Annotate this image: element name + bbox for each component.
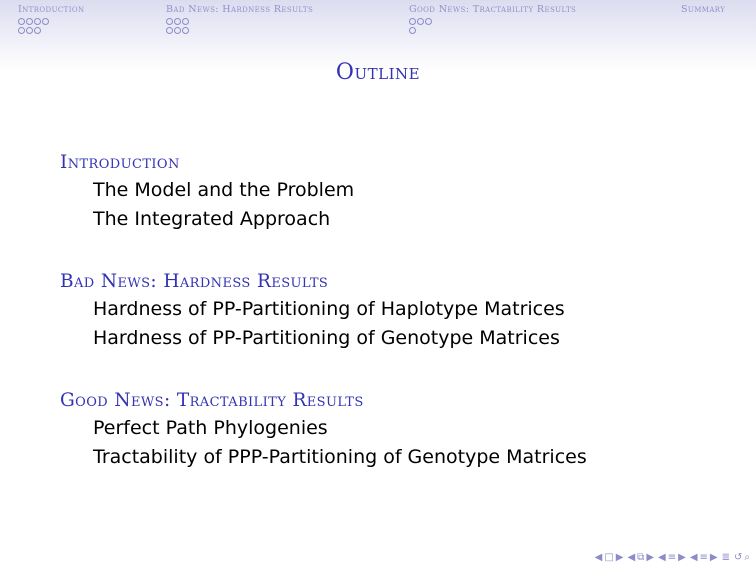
- toc-subsection[interactable]: Hardness of PP-Partitioning of Haplotype Matrices: [93, 298, 565, 320]
- frame-forward-icon[interactable]: ▶: [615, 552, 624, 563]
- nav-dot[interactable]: [182, 27, 189, 34]
- nav-dot[interactable]: [425, 18, 432, 25]
- nav-dot[interactable]: [417, 18, 424, 25]
- subsection-back-icon[interactable]: ◀: [689, 552, 698, 563]
- toc-subsection[interactable]: Tractability of PPP-Partitioning of Genotype Matrices: [93, 445, 587, 468]
- nav-section-label: Introduction: [18, 4, 85, 15]
- nav-dot[interactable]: [174, 18, 181, 25]
- nav-dot[interactable]: [34, 27, 41, 34]
- slide-back-icon[interactable]: ◀: [627, 552, 636, 563]
- navigation-symbols: [595, 552, 750, 563]
- nav-section-label: Bad News: Hardness Results: [166, 4, 314, 15]
- nav-dot[interactable]: [409, 18, 416, 25]
- nav-dot[interactable]: [174, 27, 181, 34]
- nav-dot[interactable]: [166, 27, 173, 34]
- frame-nav-group: [595, 552, 624, 563]
- nav-dot[interactable]: [26, 27, 33, 34]
- align-icon[interactable]: ≣: [721, 552, 730, 563]
- toc-section-good-news[interactable]: Good News: Tractability Results: [60, 390, 364, 411]
- dot-row: [166, 18, 313, 27]
- toc-section-bad-news[interactable]: Bad News: Hardness Results: [60, 271, 329, 292]
- table-of-contents: [60, 150, 587, 507]
- toc-subsection[interactable]: Perfect Path Phylogenies: [93, 417, 328, 439]
- align-nav-group: [722, 552, 730, 563]
- search-icon[interactable]: ⌕: [744, 552, 750, 563]
- slide-icon[interactable]: ⧉: [637, 552, 645, 563]
- nav-dot[interactable]: [409, 27, 416, 34]
- section-back-icon[interactable]: ◀: [658, 552, 666, 563]
- toc-subsection[interactable]: The Model and the Problem: [93, 179, 355, 201]
- nav-dot[interactable]: [34, 18, 41, 25]
- nav-dots: [409, 18, 576, 36]
- nav-section-label: Summary: [681, 4, 726, 15]
- nav-dot[interactable]: [182, 18, 189, 25]
- nav-section-bad-news[interactable]: [166, 4, 313, 36]
- toc-section-block: [60, 269, 587, 352]
- search-nav-group: [734, 552, 750, 563]
- nav-dot[interactable]: [26, 18, 33, 25]
- nav-section-good-news[interactable]: [409, 4, 576, 36]
- section-icon[interactable]: ≡: [667, 552, 677, 563]
- dot-row: [409, 18, 576, 27]
- frame-back-icon[interactable]: ◀: [594, 552, 603, 563]
- nav-dots: [166, 18, 313, 36]
- nav-section-introduction[interactable]: [18, 4, 85, 36]
- toc-section-block: [60, 388, 587, 471]
- dot-row: [18, 18, 85, 27]
- toc-subsection[interactable]: Hardness of PP-Partitioning of Genotype Matrices: [93, 326, 560, 349]
- nav-dot[interactable]: [42, 18, 49, 25]
- search-icon[interactable]: ↺: [734, 552, 743, 563]
- frame-title: Outline: [335, 60, 421, 85]
- section-forward-icon[interactable]: ▶: [678, 552, 686, 563]
- nav-dot[interactable]: [18, 27, 25, 34]
- toc-subsection[interactable]: The Integrated Approach: [93, 207, 331, 230]
- toc-section-introduction[interactable]: Introduction: [60, 152, 180, 173]
- slide-nav-group: [627, 552, 654, 563]
- subsection-forward-icon[interactable]: ▶: [709, 552, 718, 563]
- dot-row: [166, 27, 313, 36]
- nav-dots: [18, 18, 85, 36]
- section-nav-group: [658, 552, 686, 563]
- frame-icon[interactable]: □: [604, 552, 614, 563]
- subsection-icon[interactable]: ≡: [699, 552, 708, 563]
- toc-section-block: [60, 150, 587, 233]
- dot-row: [18, 27, 85, 36]
- nav-dot[interactable]: [166, 18, 173, 25]
- nav-section-summary[interactable]: [681, 4, 725, 15]
- nav-dot[interactable]: [18, 18, 25, 25]
- nav-section-label: Good News: Tractability Results: [409, 4, 577, 15]
- slide-forward-icon[interactable]: ▶: [646, 552, 655, 563]
- dot-row: [409, 27, 576, 36]
- subsection-nav-group: [690, 552, 718, 563]
